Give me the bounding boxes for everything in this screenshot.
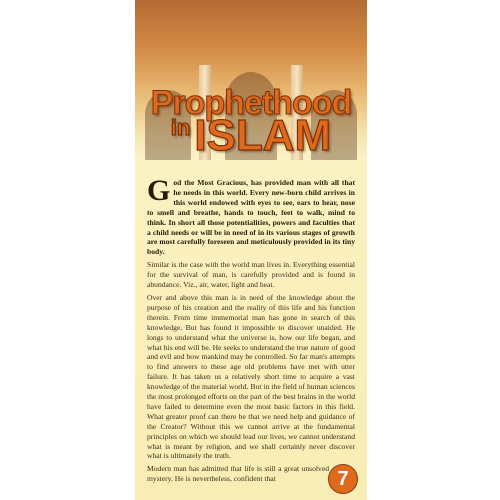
paragraph: Modern man has admitted that life is still a great unsolved mystery. He is nevertheless, confident that [147, 464, 329, 484]
title-prophethood: Prophethood [150, 84, 352, 122]
drop-cap: G [147, 174, 171, 207]
title-islam [135, 111, 367, 161]
lead-text: od the Most Gracious, has provided man with all that he needs in this world. Every new-born child arrives in this world endowed with eyes to see, ears to hear, nose to smell and breathe, hands to touch, feet to walk, mind to think. In short all those potentialities, powers and faculties that a child needs or will be in need of in its various stages of growth are most carefully foreseen and meticulously provided in its tiny body. [147, 178, 355, 257]
title-islam-word: ISLAM [194, 111, 332, 160]
page-number-badge: 7 [328, 464, 358, 494]
title-in: in [170, 115, 191, 140]
lead-paragraph [147, 174, 355, 257]
brochure-page [135, 0, 367, 500]
paragraph: Similar is the case with the world man lives in. Everything essential for the survival of man, is carefully provided and is found in abundance. Viz., air, water, light and heat. [147, 260, 355, 290]
article-body [147, 174, 355, 487]
paragraph: Over and above this man is in need of the knowledge about the purpose of his creation and the reality of this life and his function therein. From time immemorial man has gone in search of this knowledge. But has found it impossible to discover unaided. He longs to understand what the universe is, how our life began, and what his end will be. He seeks to understand the true nature of good and evil and how mankind may be controlled. So far man's attempts to find answers to these age old problems have met with utter failure. It has taken us a relatively short time to acquire a vast knowledge of the material world. But in the field of human sciences the most prolonged efforts on the part of the best brains in the world have failed to determine even the most basic factors in this field. What greater proof can there be that we need help and guidance of the Creator? Without this we cannot arrive at the fundamental principles on which we should lead our lives, we cannot understand what is meant by religion, and we shall certainly never discover what is ultimately the truth. [147, 292, 355, 461]
